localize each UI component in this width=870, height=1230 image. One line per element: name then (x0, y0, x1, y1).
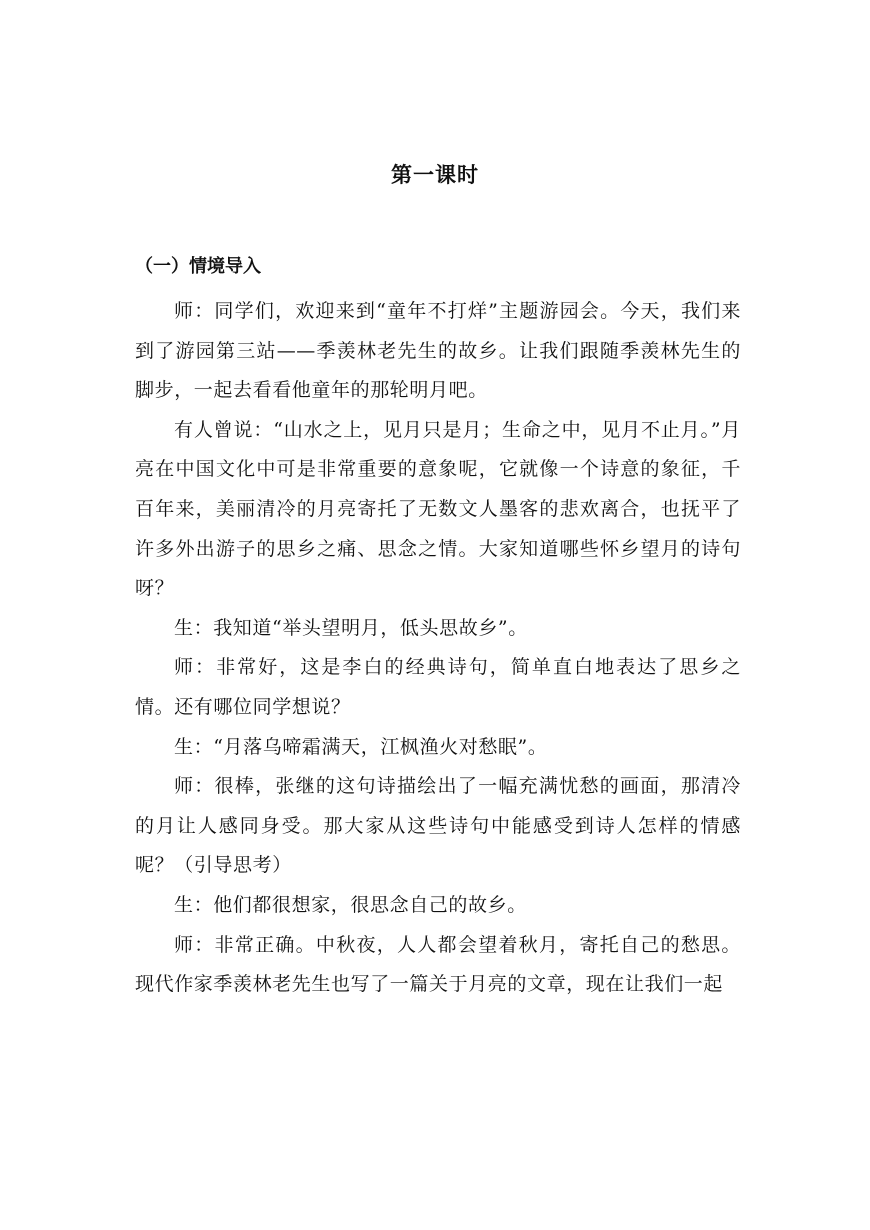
paragraph: 师：非常正确。中秋夜，人人都会望着秋月，寄托自己的愁思。现代作家季羡林老先生也写了一篇关于月亮的文章，现在让我们一起 (135, 933, 741, 996)
paragraph: 生：我知道“举头望明月，低头思故乡”。 (174, 616, 528, 639)
paragraph: 师：很棒，张继的这句诗描绘出了一幅充满忧愁的画面，那清冷的月让人感同身受。那大家从这些诗句中能感受到诗人怎样的情感呢？（引导思考） (135, 775, 741, 877)
paragraph: 师：非常好，这是李白的经典诗句，简单直白地表达了思乡之情。还有哪位同学想说？ (135, 656, 741, 718)
document-body (135, 292, 741, 1005)
paragraph: 有人曾说：“山水之上，见月只是月；生命之中，见月不止月。”月亮在中国文化中可是非常重要的意象呢，它就像一个诗意的象征，千百年来，美丽清冷的月亮寄托了无数文人墨客的悲欢离合，也抚平了许多外出游子的思乡之痛、思念之情。大家知道哪些怀乡望月的诗句呀？ (135, 418, 741, 600)
paragraph: 生：他们都很想家，很思念自己的故乡。 (174, 893, 527, 916)
page-title: 第一课时 (391, 163, 479, 187)
paragraph: 生：“月落乌啼霜满天，江枫渔火对愁眠”。 (174, 735, 548, 758)
section-heading: （一）情境导入 (135, 256, 261, 277)
paragraph: 师：同学们，欢迎来到“童年不打烊”主题游园会。今天，我们来到了游园第三站——季羡林老先生的故乡。让我们跟随季羡林先生的脚步，一起去看看他童年的那轮明月吧。 (135, 300, 741, 402)
